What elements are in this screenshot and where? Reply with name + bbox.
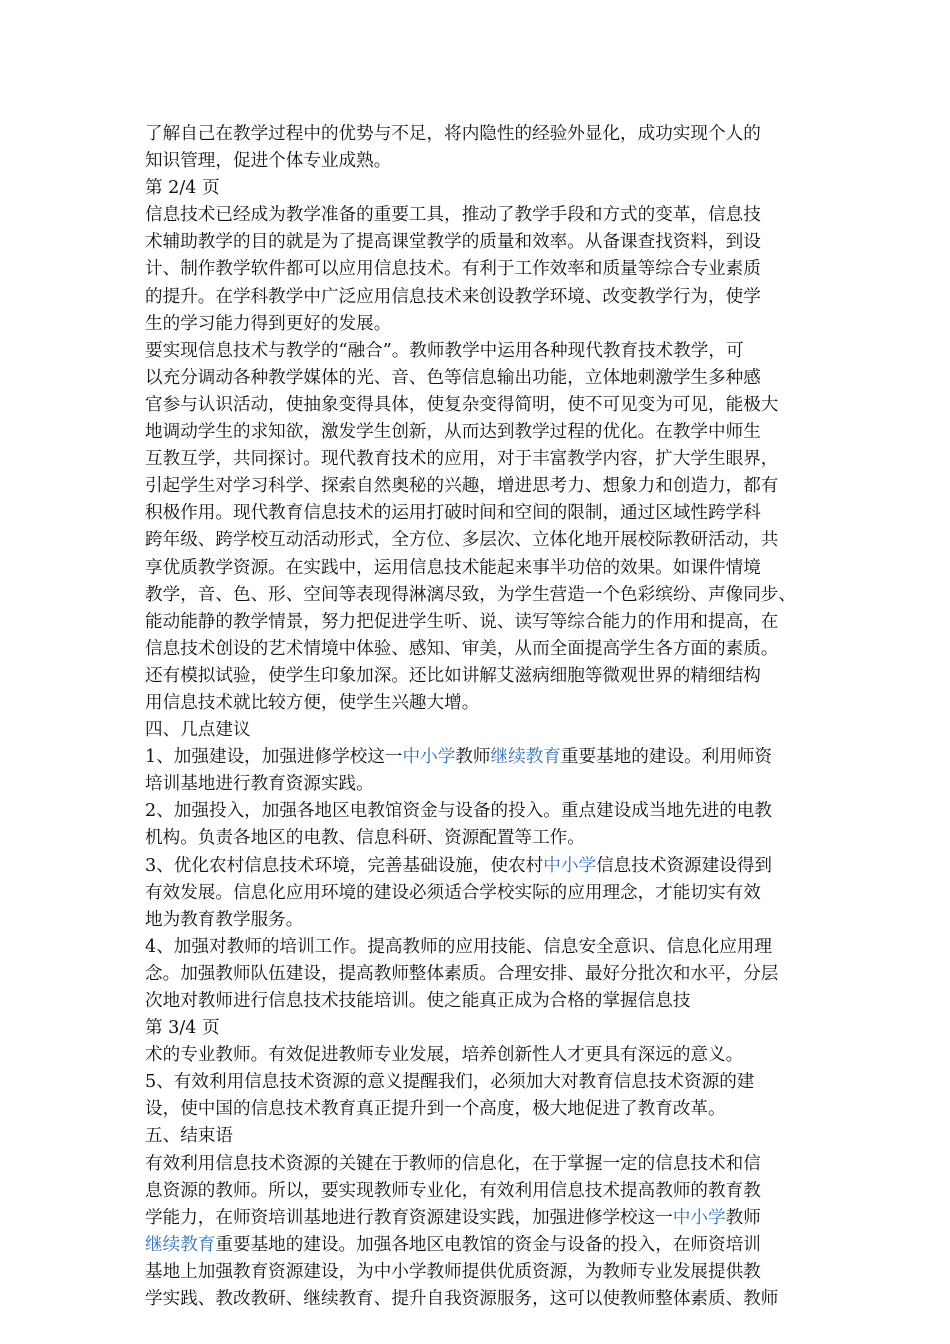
text-line: 设，使中国的信息技术教育真正提升到一个高度，极大地促进了教育改革。	[145, 1099, 726, 1120]
link-jixujiaoyu[interactable]: 继续教育	[490, 747, 561, 768]
text-line	[145, 853, 815, 880]
text-line: 官参与认识活动，使抽象变得具体，使复杂变得简明，使不可见变为可见，能极大	[145, 394, 779, 415]
text-line: 次地对教师进行信息技术技能培训。使之能真正成为合格的掌握信息技	[145, 991, 691, 1011]
text-segment: 教师	[455, 747, 491, 768]
text-line: 计、制作教学软件都可以应用信息技术。有利于工作效率和质量等综合专业素质	[145, 259, 761, 280]
text-line	[145, 744, 815, 771]
text-line: 有效利用信息技术资源的关键在于教师的信息化，在于掌握一定的信息技术和信	[145, 1153, 761, 1174]
text-line: 享优质教学资源。在实践中，运用信息技术能起来事半功倍的效果。如课件情境	[145, 557, 761, 578]
document-body	[145, 121, 815, 1313]
text-segment: 1、加强建设，加强进修学校这一	[145, 747, 403, 768]
link-zhongxiaoxue[interactable]: 中小学	[672, 1207, 726, 1228]
text-line: 有效发展。信息化应用环境的建设必须适合学校实际的应用理念，才能切实有效	[145, 882, 761, 903]
text-line: 能动能静的教学情景，努力把促进学生听、说、读写等综合能力的作用和提高，在	[145, 611, 779, 632]
text-line: 知识管理，促进个体专业成熟。	[145, 151, 392, 172]
page-number: 第 3/4 页	[145, 1018, 220, 1039]
text-line: 了解自己在教学过程中的优势与不足，将内隐性的经验外显化，成功实现个人的	[145, 124, 761, 144]
text-line: 信息技术创设的艺术情境中体验、感知、审美，从而全面提高学生各方面的素质。	[145, 638, 779, 659]
text-line: 跨年级、跨学校互动活动形式，全方位、多层次、立体化地开展校际教研活动，共	[145, 530, 779, 551]
text-line: 的提升。在学科教学中广泛应用信息技术来创设教学环境、改变教学行为，使学	[145, 286, 761, 307]
text-line: 地调动学生的求知欲，激发学生创新，从而达到教学过程的优化。在教学中师生	[145, 422, 761, 443]
text-line: 术辅助教学的目的就是为了提高课堂教学的质量和效率。从备课查找资料，到设	[145, 232, 761, 253]
text-line: 信息技术已经成为教学准备的重要工具，推动了教学手段和方式的变革，信息技	[145, 205, 761, 226]
text-segment: 3、优化农村信息技术环境，完善基础设施，使农村	[145, 855, 544, 876]
text-line: 要实现信息技术与教学的“融合”。教师教学中运用各种现代教育技术教学，可	[145, 340, 744, 361]
text-segment: 重要基地的建设。利用师资	[560, 747, 773, 768]
text-segment: 重要基地的建设。加强各地区电教馆的资金与设备的投入，在师资培训	[215, 1234, 761, 1255]
text-line	[145, 1232, 815, 1259]
text-line: 培训基地进行教育资源实践。	[145, 774, 374, 795]
text-line: 学实践、教改教研、继续教育、提升自我资源服务，这可以使教师整体素质、教师	[145, 1289, 779, 1310]
text-line: 以充分调动各种教学媒体的光、音、色等信息输出功能，立体地刺激学生多种感	[145, 367, 761, 388]
text-line: 积极作用。现代教育信息技术的运用打破时间和空间的限制，通过区域性跨学科	[145, 503, 761, 524]
text-line: 教学，音、色、形、空间等表现得淋漓尽致，为学生营造一个色彩缤纷、声像同步、	[145, 584, 796, 605]
section-heading: 五、结束语	[145, 1126, 233, 1147]
link-jixujiaoyu[interactable]: 继续教育	[145, 1234, 216, 1255]
text-line: 还有模拟试验，使学生印象加深。还比如讲解艾滋病细胞等微观世界的精细结构	[145, 665, 761, 686]
text-segment: 教师	[725, 1207, 761, 1228]
link-zhongxiaoxue[interactable]: 中小学	[402, 747, 456, 768]
text-line: 地为教育教学服务。	[145, 909, 304, 930]
text-segment: 信息技术资源建设得到	[596, 855, 773, 876]
text-line: 基地上加强教育资源建设，为中小学教师提供优质资源，为教师专业发展提供教	[145, 1261, 761, 1282]
text-line: 术的专业教师。有效促进教师专业发展，培养创新性人才更具有深远的意义。	[145, 1045, 744, 1066]
text-line: 5、有效利用信息技术资源的意义提醒我们，必须加大对教育信息技术资源的建	[145, 1072, 755, 1093]
text-segment: 学能力，在师资培训基地进行教育资源建设实践，加强进修学校这一	[145, 1207, 673, 1228]
text-line: 引起学生对学习科学、探索自然奥秘的兴趣，增进思考力、想象力和创造力，都有	[145, 476, 779, 497]
page-number: 第 2/4 页	[145, 178, 220, 199]
text-line: 机构。负责各地区的电教、信息科研、资源配置等工作。	[145, 828, 585, 849]
text-line: 4、加强对教师的培训工作。提高教师的应用技能、信息安全意识、信息化应用理	[145, 936, 772, 957]
text-line: 生的学习能力得到更好的发展。	[145, 313, 392, 334]
section-heading: 四、几点建议	[145, 720, 251, 741]
text-line	[145, 1205, 815, 1232]
text-line: 念。加强教师队伍建设，提高教师整体素质。合理安排、最好分批次和水平，分层	[145, 963, 779, 984]
link-zhongxiaoxue[interactable]: 中小学	[543, 855, 597, 876]
text-line: 互教互学，共同探讨。现代教育技术的应用，对于丰富教学内容，扩大学生眼界，	[145, 449, 779, 470]
text-line: 用信息技术就比较方便，使学生兴趣大增。	[145, 692, 480, 713]
text-line: 息资源的教师。所以，要实现教师专业化，有效利用信息技术提高教师的教育教	[145, 1180, 761, 1201]
text-line: 2、加强投入，加强各地区电教馆资金与设备的投入。重点建设成当地先进的电教	[145, 801, 772, 822]
